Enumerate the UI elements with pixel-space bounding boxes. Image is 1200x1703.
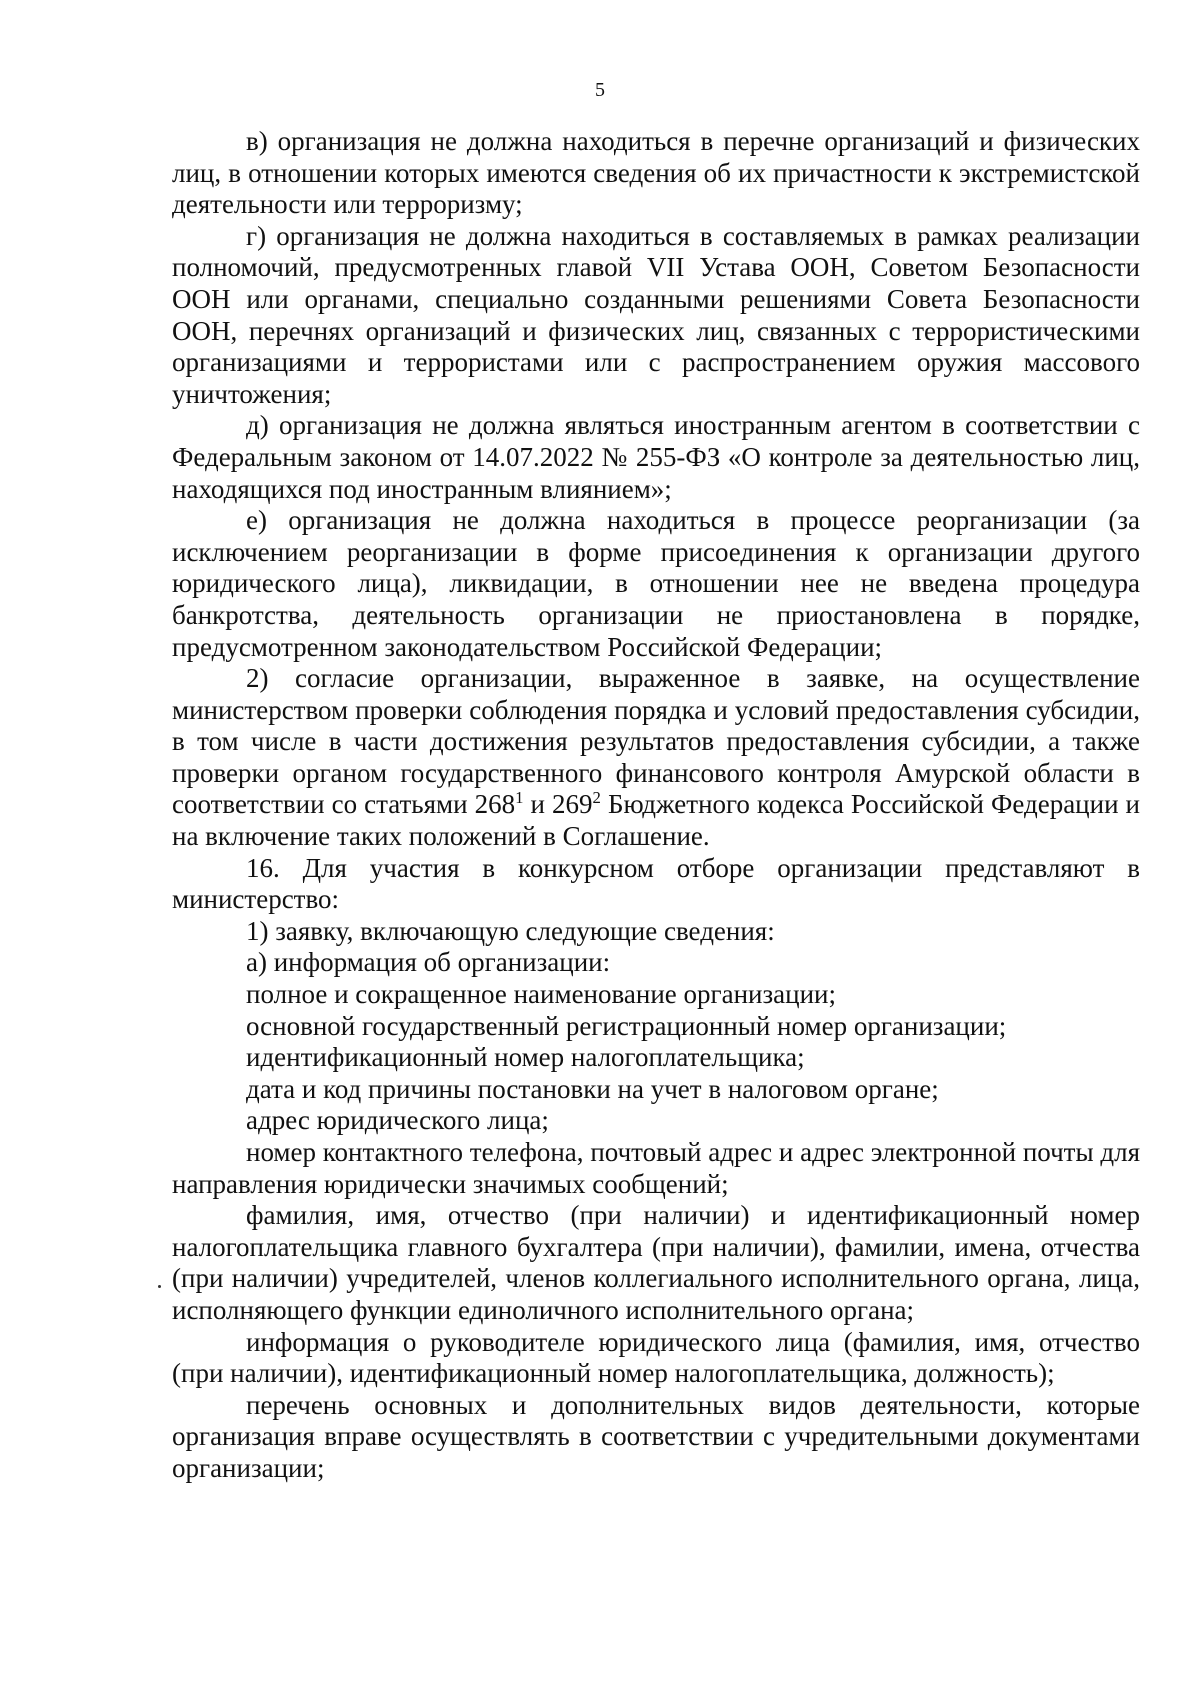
paragraph-org-info: а) информация об организации: bbox=[246, 947, 611, 978]
paragraph-16: 16. Для участия в конкурсном отборе организации представляют в министерство: bbox=[172, 852, 1140, 915]
paragraph-d: д) организация не должна являться иностранным агентом в соответствии с Федеральным законом от 14.07.2022 № 255-ФЗ «О контроле за деятельностью лиц, находящихся под иностранным влиянием»; bbox=[172, 410, 1140, 504]
paragraph-2-text-a: 2) согласие организации, выраженное в заявке, на осуществление министерством проверки соблюдения порядка и условий предоставления субсидии, в том числе в части достижения результатов предоставления субсидии, а также проверки органом государственного финансового контроля Амурской области в соответствии со статьями 268 bbox=[172, 663, 1140, 820]
document-body bbox=[172, 126, 1140, 1485]
paragraph-org-name: полное и сокращенное наименование организации; bbox=[246, 979, 836, 1010]
paragraph-ogrn: основной государственный регистрационный номер организации; bbox=[246, 1010, 1007, 1041]
paragraph-v: в) организация не должна находиться в перечне организаций и физических лиц, в отношении которых имеются сведения об их причастности к экстремистской деятельности или терроризму; bbox=[172, 126, 1140, 220]
paragraph-kpp: дата и код причины постановки на учет в налоговом органе; bbox=[246, 1073, 939, 1104]
superscript-1: 1 bbox=[515, 788, 524, 808]
paragraph-2-text-b: и 269 bbox=[523, 789, 593, 820]
paragraph-2-text-c: Бюджетного кодекса Российской Федерации и на включение таких положений в Соглашение. bbox=[172, 789, 1141, 852]
paragraph-e: е) организация не должна находиться в процессе реорганизации (за исключением реорганизации в форме присоединения к организации другого юридического лица), ликвидации, в отношении нее не введена процедура банкротства, деятельность организации не приостановлена в порядке, предусмотренном законодательством Российской Федерации; bbox=[172, 505, 1140, 662]
paragraph-inn: идентификационный номер налогоплательщика; bbox=[246, 1042, 805, 1073]
superscript-2: 2 bbox=[592, 788, 601, 808]
paragraph-2-consent bbox=[172, 663, 1140, 853]
paragraph-director: информация о руководителе юридического лица (фамилия, имя, отчество (при наличии), идентификационный номер налогоплательщика, должность); bbox=[172, 1326, 1140, 1389]
paragraph-address: адрес юридического лица; bbox=[246, 1105, 549, 1136]
paragraph-accountant: фамилия, имя, отчество (при наличии) и идентификационный номер налогоплательщика главного бухгалтера (при наличии), фамилии, имена, отчества (при наличии) учредителей, членов коллегиального исполнительного органа, лица, исполняющего функции единоличного исполнительного органа; bbox=[172, 1200, 1140, 1325]
paragraph-g: г) организация не должна находиться в составляемых в рамках реализации полномочий, предусмотренных главой VII Устава ООН, Советом Безопасности ООН или органами, специально созданными решениями Совета Безопасности ООН, перечнях организаций и физических лиц, связанных с террористическими организациями и террористами или с распространением оружия массового уничтожения; bbox=[172, 220, 1140, 409]
paragraph-activities: перечень основных и дополнительных видов деятельности, которые организация вправе осуществлять в соответствии с учредительными документами организации; bbox=[172, 1389, 1140, 1483]
page-number: 5 bbox=[595, 79, 605, 101]
paragraph-contacts: номер контактного телефона, почтовый адрес и адрес электронной почты для направления юридически значимых сообщений; bbox=[172, 1137, 1140, 1199]
paragraph-application: 1) заявку, включающую следующие сведения: bbox=[246, 915, 775, 946]
scan-speck bbox=[158, 1285, 161, 1288]
